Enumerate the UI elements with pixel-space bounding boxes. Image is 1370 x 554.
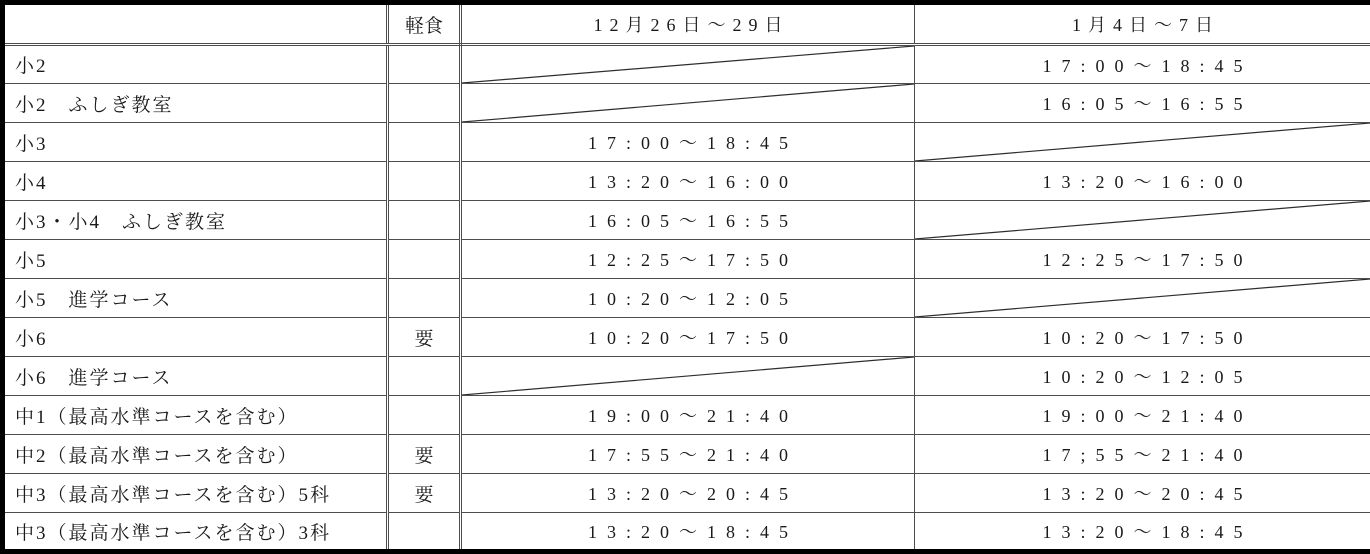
- diagonal-strike-line: [915, 279, 1370, 317]
- cell-jan-time: [915, 513, 1370, 552]
- cell-meal: [388, 45, 461, 84]
- diagonal-strike-line: [915, 123, 1370, 161]
- cell-jan-time: [915, 84, 1370, 123]
- time-text: 10:20～17:50: [587, 328, 798, 348]
- time-text: 13:20～18:45: [587, 522, 798, 542]
- time-text: 13:20～20:45: [587, 484, 798, 504]
- cell-class-label: 小2 ふしぎ教室: [3, 84, 388, 123]
- cell-jan-time: [915, 162, 1370, 201]
- cell-class-label: 中2（最高水準コースを含む）: [3, 435, 388, 474]
- cell-class-label: 小5 進学コース: [3, 279, 388, 318]
- time-text: 13:20～18:45: [1042, 522, 1253, 542]
- cell-meal: [388, 201, 461, 240]
- cell-dec-time: [461, 435, 915, 474]
- cell-dec-time: [461, 318, 915, 357]
- cell-dec-time: [461, 357, 915, 396]
- cell-jan-time: [915, 357, 1370, 396]
- cell-meal: [388, 162, 461, 201]
- cell-meal: 要: [388, 435, 461, 474]
- time-text: 10:20～17:50: [1042, 328, 1253, 348]
- table-row: [3, 318, 1370, 357]
- table-row: [3, 396, 1370, 435]
- cell-class-label: 中1（最高水準コースを含む）: [3, 396, 388, 435]
- time-text: 19:00～21:40: [1042, 406, 1253, 426]
- cell-dec-time: [461, 474, 915, 513]
- time-text: 16:05～16:55: [1042, 94, 1253, 114]
- cell-dec-time: [461, 45, 915, 84]
- cell-meal: 要: [388, 474, 461, 513]
- cell-class-label: 小2: [3, 45, 388, 84]
- table-row: [3, 84, 1370, 123]
- table-row: [3, 162, 1370, 201]
- cell-jan-time: [915, 396, 1370, 435]
- cell-meal: [388, 357, 461, 396]
- cell-meal: [388, 513, 461, 552]
- cell-dec-time: [461, 162, 915, 201]
- table-row: [3, 201, 1370, 240]
- table-row: [3, 513, 1370, 552]
- cell-class-label: 小4: [3, 162, 388, 201]
- table-row: [3, 357, 1370, 396]
- col-header-meal: 軽食: [388, 3, 461, 45]
- diagonal-strike-line: [915, 201, 1370, 239]
- cell-meal: [388, 396, 461, 435]
- cell-jan-time: [915, 123, 1370, 162]
- cell-class-label: 小5: [3, 240, 388, 279]
- diagonal-strike-line: [462, 46, 914, 83]
- cell-meal: 要: [388, 318, 461, 357]
- cell-class-label: 小6 進学コース: [3, 357, 388, 396]
- table-header: [3, 3, 1370, 45]
- diagonal-strike-line: [462, 357, 914, 395]
- time-text: 19:00～21:40: [587, 406, 798, 426]
- cell-dec-time: [461, 513, 915, 552]
- cell-jan-time: [915, 474, 1370, 513]
- header-row: [3, 3, 1370, 45]
- cell-class-label: 小3・小4 ふしぎ教室: [3, 201, 388, 240]
- cell-meal: [388, 84, 461, 123]
- cell-dec-time: [461, 240, 915, 279]
- time-text: 17:00～18:45: [1042, 55, 1253, 76]
- time-text: 13:20～16:00: [587, 172, 798, 192]
- table-body: [3, 45, 1370, 552]
- cell-jan-time: [915, 240, 1370, 279]
- cell-class-label: 小3: [3, 123, 388, 162]
- table-row: [3, 474, 1370, 513]
- time-text: 17;55～21:40: [1042, 445, 1253, 465]
- table-row: [3, 123, 1370, 162]
- cell-dec-time: [461, 84, 915, 123]
- cell-jan-time: [915, 45, 1370, 84]
- time-text: 16:05～16:55: [587, 211, 798, 231]
- cell-class-label: 中3（最高水準コースを含む）5科: [3, 474, 388, 513]
- time-text: 12:25～17:50: [587, 250, 798, 270]
- cell-class-label: 小6: [3, 318, 388, 357]
- cell-meal: [388, 123, 461, 162]
- cell-meal: [388, 240, 461, 279]
- cell-dec-time: [461, 279, 915, 318]
- col-header-dec-dates: 12月26日～29日: [461, 3, 915, 45]
- cell-jan-time: [915, 318, 1370, 357]
- col-header-jan-dates: 1月4日～7日: [915, 3, 1370, 45]
- cell-jan-time: [915, 279, 1370, 318]
- cell-jan-time: [915, 201, 1370, 240]
- time-text: 17:00～18:45: [587, 133, 798, 153]
- cell-dec-time: [461, 396, 915, 435]
- table-row: [3, 435, 1370, 474]
- time-text: 13:20～16:00: [1042, 172, 1253, 192]
- cell-dec-time: [461, 201, 915, 240]
- table-row: [3, 45, 1370, 84]
- time-text: 17:55～21:40: [587, 445, 798, 465]
- cell-dec-time: [461, 123, 915, 162]
- cell-meal: [388, 279, 461, 318]
- cell-class-label: 中3（最高水準コースを含む）3科: [3, 513, 388, 552]
- cell-jan-time: [915, 435, 1370, 474]
- time-text: 13:20～20:45: [1042, 484, 1253, 504]
- table-row: [3, 240, 1370, 279]
- time-text: 10:20～12:05: [1042, 367, 1253, 387]
- col-header-blank: [3, 3, 388, 45]
- table-row: [3, 279, 1370, 318]
- time-text: 12:25～17:50: [1042, 250, 1253, 270]
- diagonal-strike-line: [462, 84, 914, 122]
- time-text: 10:20～12:05: [587, 289, 798, 309]
